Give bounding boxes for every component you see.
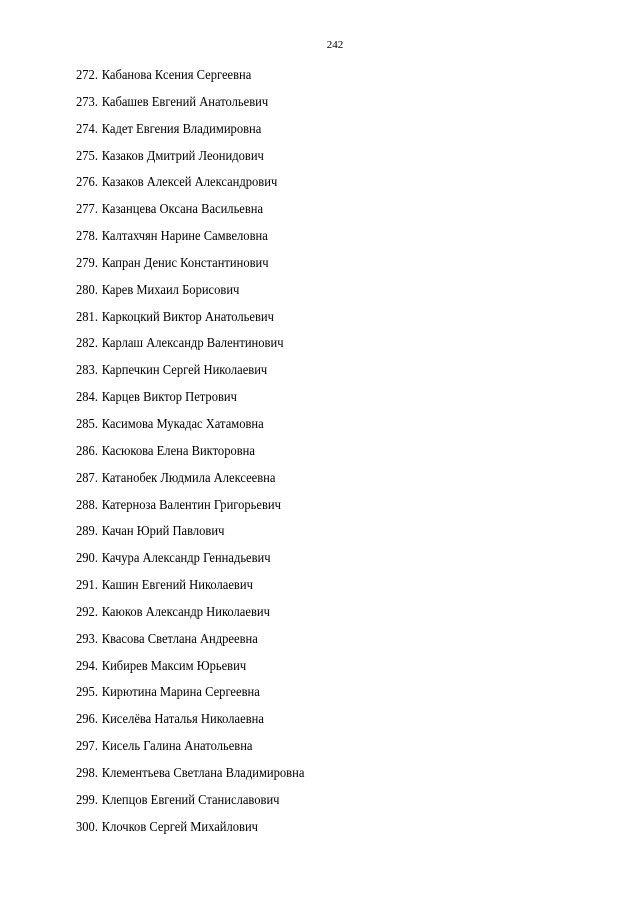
entry-name: Калтахчян Нарине Самвеловна: [101, 228, 268, 244]
entry-name: Катанобек Людмила Алексеевна: [101, 469, 276, 485]
list-item: [76, 817, 304, 844]
entry-number: 279.: [76, 254, 98, 270]
entry-name: Казанцева Оксана Васильевна: [101, 201, 264, 217]
list-item: [76, 602, 304, 629]
entry-name: Кирютина Марина Сергеевна: [101, 684, 260, 700]
list-item: [76, 280, 304, 307]
list-item: [76, 495, 304, 522]
entry-name: Казаков Алексей Александрович: [101, 174, 278, 190]
list-item: [76, 763, 304, 790]
entry-number: 287.: [76, 469, 98, 485]
entry-name: Касюкова Елена Викторовна: [101, 442, 255, 458]
entry-number: 273.: [76, 93, 98, 109]
list-item: [76, 441, 304, 468]
entry-name: Качан Юрий Павлович: [101, 523, 225, 539]
entry-name: Клочков Сергей Михайлович: [101, 818, 258, 834]
entry-number: 296.: [76, 711, 98, 727]
list-item: [76, 682, 304, 709]
entry-name: Каюков Александр Николаевич: [101, 603, 270, 619]
page-number: 242: [326, 39, 344, 51]
entry-number: 277.: [76, 201, 98, 217]
entry-name: Клементьева Светлана Владимировна: [101, 764, 305, 780]
entry-number: 300.: [76, 818, 98, 834]
entry-number: 290.: [76, 550, 98, 566]
entry-name: Качура Александр Геннадьевич: [101, 550, 271, 566]
list-item: [76, 575, 304, 602]
entry-name: Карлаш Александр Валентинович: [101, 335, 284, 351]
entry-number: 298.: [76, 764, 98, 780]
entry-number: 275.: [76, 147, 98, 163]
entry-number: 278.: [76, 228, 98, 244]
entry-number: 293.: [76, 630, 98, 646]
entry-name: Карпечкин Сергей Николаевич: [101, 362, 268, 378]
entry-number: 286.: [76, 442, 98, 458]
list-item: [76, 65, 304, 92]
entry-number: 295.: [76, 684, 98, 700]
list-item: [76, 360, 304, 387]
list-item: [76, 307, 304, 334]
list-item: [76, 92, 304, 119]
list-item: [76, 333, 304, 360]
entry-number: 283.: [76, 362, 98, 378]
entry-number: 274.: [76, 120, 98, 136]
entry-number: 291.: [76, 577, 98, 593]
list-item: [76, 709, 304, 736]
entry-number: 299.: [76, 791, 98, 807]
entry-name: Кисель Галина Анатольевна: [101, 738, 253, 754]
entry-number: 294.: [76, 657, 98, 673]
entry-name: Казаков Дмитрий Леонидович: [101, 147, 264, 163]
entry-number: 284.: [76, 389, 98, 405]
list-item: [76, 387, 304, 414]
entry-number: 289.: [76, 523, 98, 539]
list-item: [76, 629, 304, 656]
list-item: [76, 468, 304, 495]
list-item: [76, 414, 304, 441]
entry-number: 288.: [76, 496, 98, 512]
entry-name: Кабанова Ксения Сергеевна: [101, 67, 252, 82]
list-item: [76, 146, 304, 173]
entry-name: Киселёва Наталья Николаевна: [101, 711, 264, 727]
list-item: [76, 199, 304, 226]
entry-name: Кадет Евгения Владимировна: [101, 120, 262, 136]
list-item: [76, 790, 304, 817]
entry-name: Катерноза Валентин Григорьевич: [101, 496, 281, 512]
list-item: [76, 253, 304, 280]
entry-name: Кабашев Евгений Анатольевич: [101, 93, 269, 109]
list-item: [76, 172, 304, 199]
entry-name: Карев Михаил Борисович: [101, 281, 240, 297]
entry-number: 281.: [76, 308, 98, 324]
entry-name: Карцев Виктор Петрович: [101, 389, 237, 405]
entry-name: Квасова Светлана Андреевна: [101, 630, 258, 646]
list-item: [76, 736, 304, 763]
entry-name: Кашин Евгений Николаевич: [101, 577, 253, 593]
entry-number: 276.: [76, 174, 98, 190]
entry-name: Касимова Мукадас Хатамовна: [101, 415, 264, 431]
name-list: [76, 65, 322, 843]
list-item: [76, 656, 304, 683]
entry-number: 292.: [76, 603, 98, 619]
list-item: [76, 548, 304, 575]
entry-number: 280.: [76, 281, 98, 297]
list-item: [76, 521, 304, 548]
entry-name: Каркоцкий Виктор Анатольевич: [101, 308, 274, 324]
entry-number: 297.: [76, 738, 98, 754]
list-item: [76, 226, 304, 253]
entry-number: 272.: [76, 67, 98, 82]
entry-number: 285.: [76, 415, 98, 431]
entry-number: 282.: [76, 335, 98, 351]
entry-name: Кибирев Максим Юрьевич: [101, 657, 247, 673]
list-item: [76, 119, 304, 146]
entry-name: Капран Денис Константинович: [101, 254, 269, 270]
entry-name: Клепцов Евгений Станиславович: [101, 791, 280, 807]
